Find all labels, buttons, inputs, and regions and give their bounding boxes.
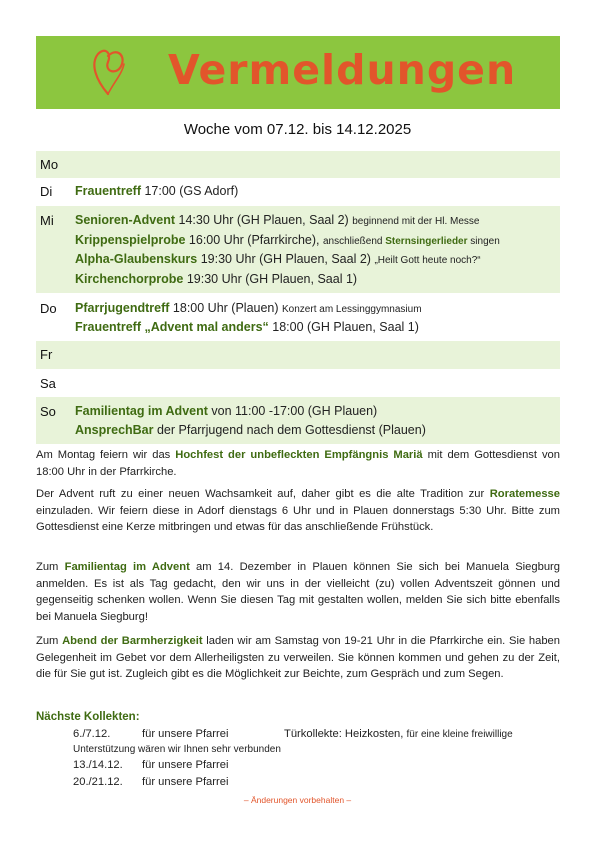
day-label: Mo [40,157,59,172]
schedule-row-di [36,178,560,206]
event-time: 19:30 Uhr (GH Plauen, Saal 2) [197,252,375,266]
event-line [75,184,238,198]
paragraph-highlight: Hochfest der unbefleckten Empfängnis Mariä [175,449,423,461]
schedule-row-do [36,293,560,341]
paragraph-text: einzuladen. Wir feiern diese in Adorf dienstags 6 Uhr und in Plauen donnerstags 5:30 Uhr. Bitte zum Gottesdienst eine Kerze mitbringen und etwas für das anschließende Frühstück. [36,504,560,533]
collection-purpose: für unsere Pfarrei [142,728,229,740]
event-line [75,213,480,227]
announcement-paragraph [36,559,560,625]
paragraph-text: am 14. Dezember in Plauen können Sie sich bei Manuela Siegburg anmelden. Es ist als Tag gedacht, den wir uns in der vielleicht (zu) vollen Adventszeit gönnen und gegenseitig schenken wollen. Wenn Sie diesen Tag mit gestalten wollen, melden Sie sich bitte ebenfalls bei Manuela Siegburg! [36,561,560,623]
schedule-row-mo [36,151,560,178]
announcement-paragraph [36,447,560,480]
paragraph-highlight: Roratemesse [489,488,560,500]
paragraph-text: Am Montag feiern wir das [36,449,176,461]
event-name: Krippenspielprobe [75,233,186,247]
paragraph-text: laden wir am Samstag von 19-21 Uhr in die Pfarrkirche ein. Sie haben Gelegenheit im Gebet vor dem Allerheiligsten zu verweilen. Sie können kommen und gehen zu der Zeit, die für Sie gut ist. Zugleich gibt es die Möglichkeit zur Beichte, zum Gespräch und zum Segen. [36,635,560,680]
event-name: AnsprechBar [75,423,154,437]
event-line [75,252,481,266]
event-note: „Heilt Gott heute noch?“ [374,255,481,266]
collections-heading: Nächste Kollekten: [36,711,140,723]
event-name: Frauentreff [75,184,141,198]
event-line [75,423,426,437]
collection-continuation: Unterstützung wären wir Ihnen sehr verbunden [73,744,281,755]
schedule-row-sa [36,369,560,397]
day-label: Do [40,301,57,316]
event-name: Kirchenchorprobe [75,272,184,286]
paragraph-text: Der Advent ruft zu einer neuen Wachsamkeit auf, daher gibt es die alte Tradition zur [36,488,490,500]
event-note: Konzert am Lessinggymnasium [282,304,422,315]
event-name: Alpha-Glaubenskurs [75,252,198,266]
event-time: 14:30 Uhr (GH Plauen, Saal 2) [175,213,353,227]
event-line [75,301,422,315]
week-label: Woche vom 07.12. bis 14.12.2025 [183,121,412,138]
collection-date: 13./14.12. [73,759,123,771]
day-label: Di [40,184,53,199]
event-note: anschließend [322,236,386,247]
paragraph-text: Zum [36,561,65,573]
event-time: 18:00 (GH Plauen, Saal 1) [268,320,419,334]
collection-extra-text: Türkollekte: Heizkosten, [284,728,404,740]
event-time: der Pfarrjugend nach dem Gottesdienst (Plauen) [153,423,426,437]
collection-purpose: für unsere Pfarrei [142,776,229,788]
event-note: beginnend mit der Hl. Messe [352,216,480,227]
paragraph-text: mit dem Gottesdienst von 18:00 Uhr in der Pfarrkirche. [36,449,560,478]
event-time: 19:30 Uhr (GH Plauen, Saal 1) [183,272,358,286]
event-name: Pfarrjugendtreff [75,301,170,315]
paragraph-highlight: Familientag im Advent [64,561,190,573]
paragraph-text: Zum [36,635,63,647]
announcement-paragraph [36,486,560,536]
event-line [75,404,377,418]
schedule-row-fr [36,341,560,369]
day-label: So [40,404,56,419]
paragraph-highlight: Abend der Barmherzigkeit [62,635,203,647]
announcement-paragraph [36,633,560,683]
collection-date: 20./21.12. [73,776,123,788]
event-line [75,320,419,334]
schedule-row-so [36,397,560,444]
event-line [75,272,357,286]
event-time: 17:00 (GS Adorf) [140,184,239,198]
footer-note: – Änderungen vorbehalten – [243,795,352,805]
collection-date: 6./7.12. [73,728,111,740]
day-label: Mi [40,213,54,228]
event-note-highlight: Sternsingerlieder [385,236,468,247]
event-name: Senioren-Advent [75,213,176,227]
day-label: Fr [40,347,53,362]
event-time: 16:00 Uhr (Pfarrkirche), [185,233,323,247]
day-label: Sa [40,376,56,391]
event-name: Frauentreff „Advent mal anders“ [75,320,269,334]
event-time: von 11:00 -17:00 (GH Plauen) [207,404,378,418]
event-name: Familientag im Advent [75,404,208,418]
event-time: 18:00 Uhr (Plauen) [169,301,283,315]
collection-extra-note: für eine kleine freiwillige [406,729,513,740]
schedule-row-mi [36,206,560,293]
heart-ribbon-icon [88,42,128,102]
event-note: singen [467,236,500,247]
event-line [75,233,500,247]
collection-extra [284,728,513,740]
collection-purpose: für unsere Pfarrei [142,759,229,771]
page-title: Vermeldungen [168,46,517,94]
header-banner [36,36,560,109]
